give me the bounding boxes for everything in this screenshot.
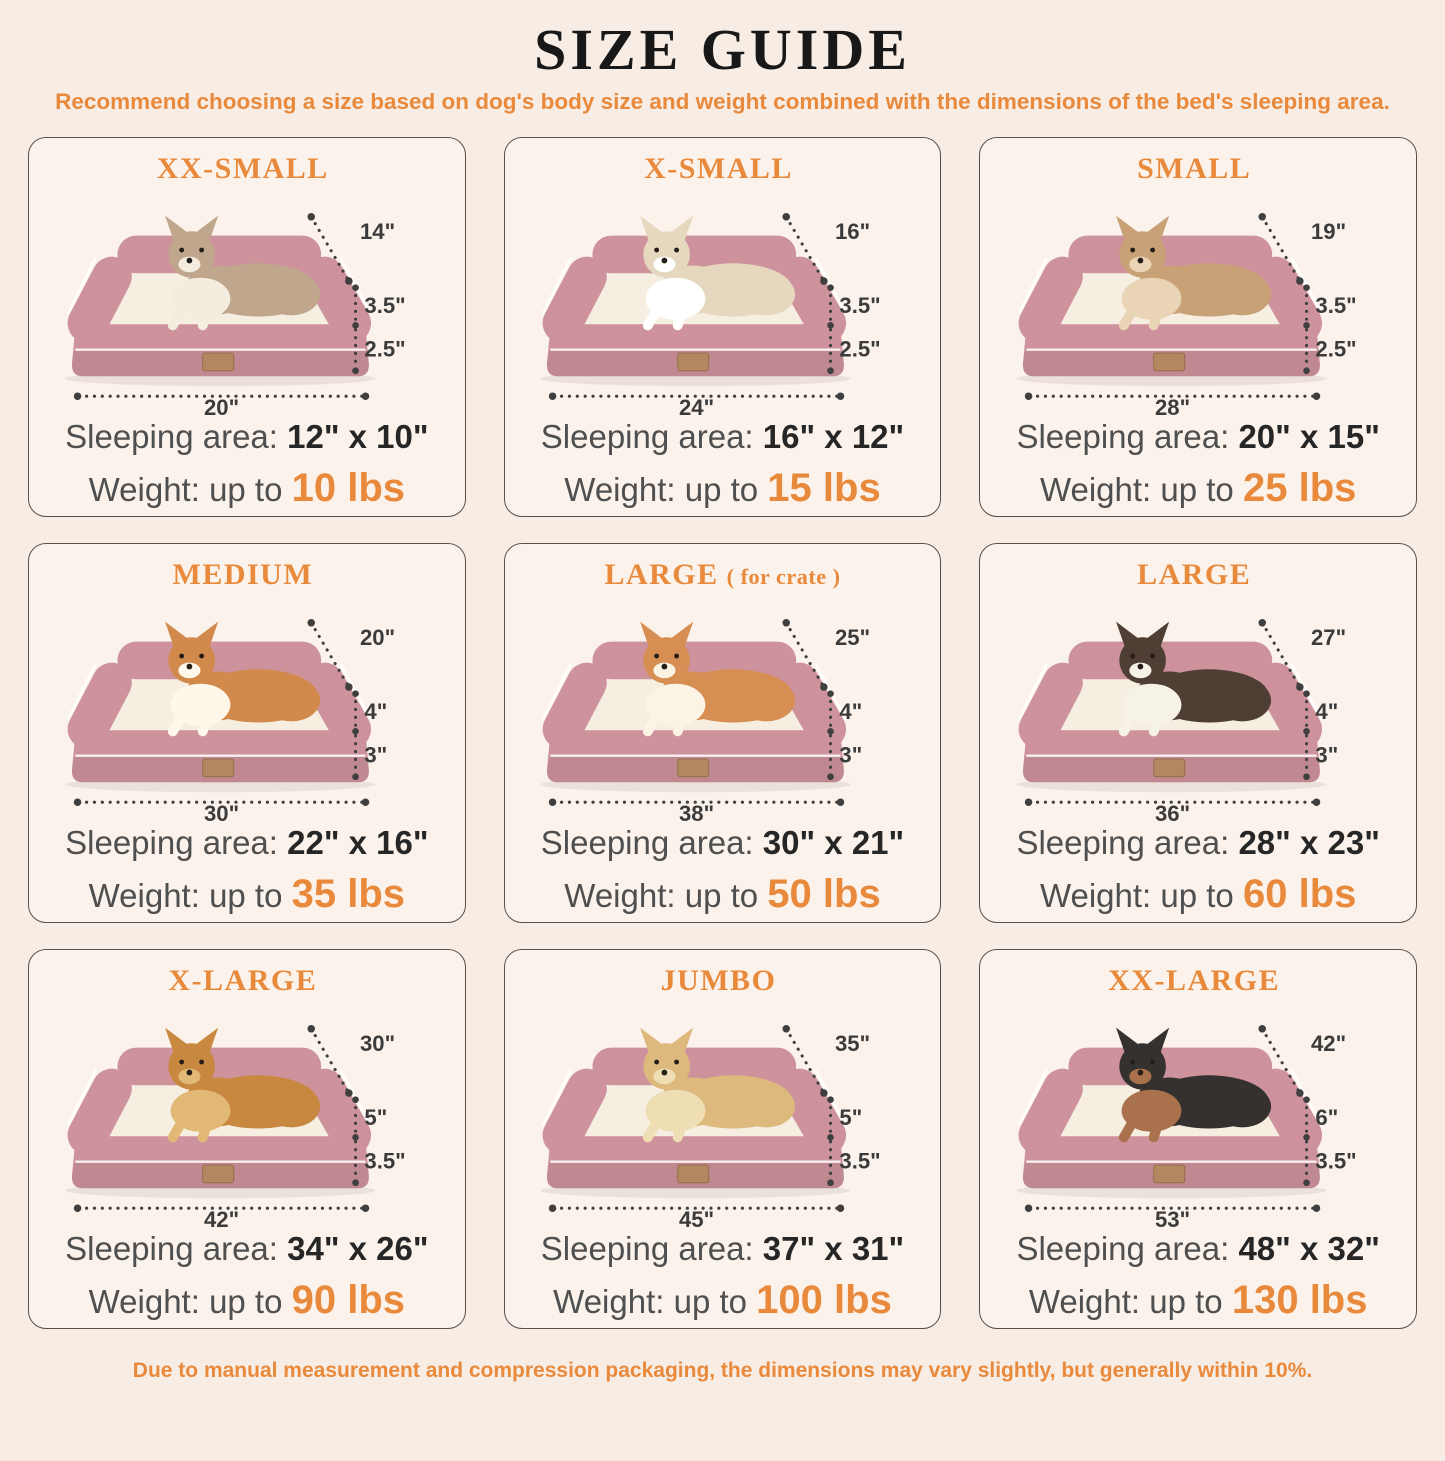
weight-value: 15 lbs xyxy=(767,466,881,511)
weight-line xyxy=(505,869,941,919)
size-name: LARGE xyxy=(604,558,719,591)
size-card-x-large xyxy=(28,949,466,1329)
cat-bed-illustration xyxy=(41,188,453,416)
weight-value: 10 lbs xyxy=(291,466,406,511)
base-height-label: 2.5" xyxy=(839,336,882,362)
bolster-height-label: 3.5" xyxy=(1315,293,1357,319)
size-card-xx-large xyxy=(979,949,1417,1329)
weight-line xyxy=(980,463,1416,513)
width-dimension-label: 42" xyxy=(203,1207,239,1229)
sleeping-area-value: 30" x 21" xyxy=(762,824,905,862)
weight-line xyxy=(980,869,1416,919)
sleeping-area-label: Sleeping area: xyxy=(65,1230,278,1268)
weight-label: Weight: xyxy=(1039,877,1152,915)
weight-value: 60 lbs xyxy=(1242,872,1357,917)
bolster-height-label: 4" xyxy=(364,699,388,725)
bolster-height-label: 5" xyxy=(364,1105,388,1131)
sleeping-area-label: Sleeping area: xyxy=(1016,824,1230,862)
size-card-grid xyxy=(0,137,1445,1329)
sleeping-area-line xyxy=(505,1228,941,1269)
size-card-title xyxy=(505,964,941,998)
length-dimension-label: 20" xyxy=(359,624,395,650)
rottweiler-and-chihuahua-bed-illustration xyxy=(992,1000,1404,1228)
size-name: LARGE xyxy=(1137,558,1252,591)
sleeping-area-line xyxy=(505,416,941,457)
weight-line xyxy=(980,1275,1416,1325)
size-name-suffix: ( for crate ) xyxy=(726,564,841,589)
width-dimension-label: 38" xyxy=(679,801,715,823)
weight-value: 25 lbs xyxy=(1242,466,1357,511)
sleeping-area-value: 12" x 10" xyxy=(287,418,429,456)
weight-label: Weight: xyxy=(1028,1283,1141,1321)
size-name: SMALL xyxy=(1137,152,1252,185)
shih-tzu-bed-illustration xyxy=(516,188,928,416)
length-dimension-label: 19" xyxy=(1311,218,1347,244)
width-dimension-label: 53" xyxy=(1155,1207,1191,1229)
sleeping-area-label: Sleeping area: xyxy=(540,1230,754,1268)
up-to-label: up to xyxy=(1149,1283,1223,1321)
french-bulldog-bed-illustration xyxy=(992,188,1404,416)
width-dimension-label: 45" xyxy=(679,1207,715,1229)
bolster-height-label: 6" xyxy=(1315,1105,1339,1131)
weight-line xyxy=(29,869,465,919)
sleeping-area-value: 16" x 12" xyxy=(762,418,905,456)
weight-label: Weight: xyxy=(1039,471,1152,509)
sleeping-area-value: 37" x 31" xyxy=(762,1230,905,1268)
weight-value: 130 lbs xyxy=(1231,1278,1368,1323)
weight-label: Weight: xyxy=(564,471,676,509)
weight-label: Weight: xyxy=(88,471,200,509)
sleeping-area-line xyxy=(980,416,1416,457)
size-card-large xyxy=(979,543,1417,923)
sleeping-area-label: Sleeping area: xyxy=(540,418,754,456)
weight-label: Weight: xyxy=(88,1283,200,1321)
size-card-title xyxy=(29,152,465,186)
up-to-label: up to xyxy=(684,877,759,915)
up-to-label: up to xyxy=(684,471,759,509)
base-height-label: 3" xyxy=(1315,742,1339,768)
size-card-title xyxy=(505,558,941,592)
weight-label: Weight: xyxy=(553,1283,665,1321)
length-dimension-label: 14" xyxy=(359,218,395,244)
size-card-title xyxy=(980,964,1416,998)
size-card-medium xyxy=(28,543,466,923)
size-name: XX-SMALL xyxy=(156,152,329,185)
weight-line xyxy=(505,463,941,513)
base-height-label: 3.5" xyxy=(839,1148,882,1174)
width-dimension-label: 20" xyxy=(203,395,239,417)
up-to-label: up to xyxy=(1160,877,1234,915)
weight-value: 100 lbs xyxy=(756,1278,892,1323)
size-card-title xyxy=(505,152,941,186)
sleeping-area-line xyxy=(29,822,465,863)
sleeping-area-label: Sleeping area: xyxy=(65,824,278,862)
up-to-label: up to xyxy=(1160,471,1234,509)
sleeping-area-value: 48" x 32" xyxy=(1238,1230,1380,1268)
base-height-label: 2.5" xyxy=(1315,336,1357,362)
size-card-title xyxy=(980,558,1416,592)
bolster-height-label: 5" xyxy=(839,1105,863,1131)
size-card-small xyxy=(979,137,1417,517)
length-dimension-label: 16" xyxy=(835,218,871,244)
width-dimension-label: 24" xyxy=(679,395,715,417)
sleeping-area-label: Sleeping area: xyxy=(1016,418,1230,456)
size-name: X-SMALL xyxy=(644,152,793,185)
bolster-height-label: 4" xyxy=(839,699,863,725)
weight-value: 35 lbs xyxy=(291,872,406,917)
weight-line xyxy=(505,1275,941,1325)
bolster-height-label: 3.5" xyxy=(364,293,406,319)
size-name: MEDIUM xyxy=(172,558,314,591)
width-dimension-label: 28" xyxy=(1155,395,1191,417)
golden-retriever-bed-illustration xyxy=(41,1000,453,1228)
length-dimension-label: 27" xyxy=(1311,624,1347,650)
corgi-bed-illustration xyxy=(41,594,453,822)
size-card-jumbo xyxy=(504,949,942,1329)
length-dimension-label: 25" xyxy=(835,624,871,650)
size-name: X-LARGE xyxy=(168,964,318,997)
size-card-large-crate xyxy=(504,543,942,923)
up-to-label: up to xyxy=(209,471,283,509)
weight-line xyxy=(29,463,465,513)
page-subtitle: Recommend choosing a size based on dog's body size and weight combined with the dimensions of the bed's sleeping area. xyxy=(55,89,1390,114)
sleeping-area-line xyxy=(505,822,941,863)
weight-line xyxy=(29,1275,465,1325)
sleeping-area-value: 22" x 16" xyxy=(287,824,429,862)
sleeping-area-value: 28" x 23" xyxy=(1238,824,1380,862)
page-title: SIZE GUIDE xyxy=(534,17,911,82)
base-height-label: 2.5" xyxy=(364,336,406,362)
base-height-label: 3" xyxy=(364,742,388,768)
border-collie-bed-illustration xyxy=(992,594,1404,822)
length-dimension-label: 35" xyxy=(835,1030,871,1056)
sleeping-area-line xyxy=(29,1228,465,1269)
size-card-xx-small xyxy=(28,137,466,517)
length-dimension-label: 30" xyxy=(359,1030,395,1056)
up-to-label: up to xyxy=(209,1283,283,1321)
length-dimension-label: 42" xyxy=(1311,1030,1347,1056)
base-height-label: 3" xyxy=(839,742,863,768)
width-dimension-label: 30" xyxy=(203,801,239,823)
base-height-label: 3.5" xyxy=(364,1148,406,1174)
sleeping-area-label: Sleeping area: xyxy=(65,418,278,456)
bolster-height-label: 3.5" xyxy=(839,293,882,319)
shiba-inu-bed-illustration xyxy=(516,594,928,822)
weight-label: Weight: xyxy=(88,877,200,915)
size-card-title xyxy=(29,964,465,998)
size-name: XX-LARGE xyxy=(1108,964,1281,997)
weight-value: 50 lbs xyxy=(767,872,881,917)
weight-value: 90 lbs xyxy=(291,1278,406,1323)
base-height-label: 3.5" xyxy=(1315,1148,1357,1174)
up-to-label: up to xyxy=(209,877,283,915)
sleeping-area-label: Sleeping area: xyxy=(1016,1230,1230,1268)
size-card-title xyxy=(29,558,465,592)
sleeping-area-line xyxy=(980,1228,1416,1269)
size-card-title xyxy=(980,152,1416,186)
width-dimension-label: 36" xyxy=(1155,801,1191,823)
up-to-label: up to xyxy=(673,1283,747,1321)
sleeping-area-label: Sleeping area: xyxy=(540,824,754,862)
sleeping-area-line xyxy=(29,416,465,457)
sleeping-area-line xyxy=(980,822,1416,863)
page-footer-note: Due to manual measurement and compression packaging, the dimensions may vary slightly, but generally within 10%. xyxy=(132,1359,1313,1382)
weight-label: Weight: xyxy=(564,877,676,915)
sleeping-area-value: 20" x 15" xyxy=(1238,418,1380,456)
size-card-x-small xyxy=(504,137,942,517)
labrador-bed-illustration xyxy=(516,1000,928,1228)
sleeping-area-value: 34" x 26" xyxy=(287,1230,429,1268)
bolster-height-label: 4" xyxy=(1315,699,1339,725)
size-name: JUMBO xyxy=(660,964,777,997)
